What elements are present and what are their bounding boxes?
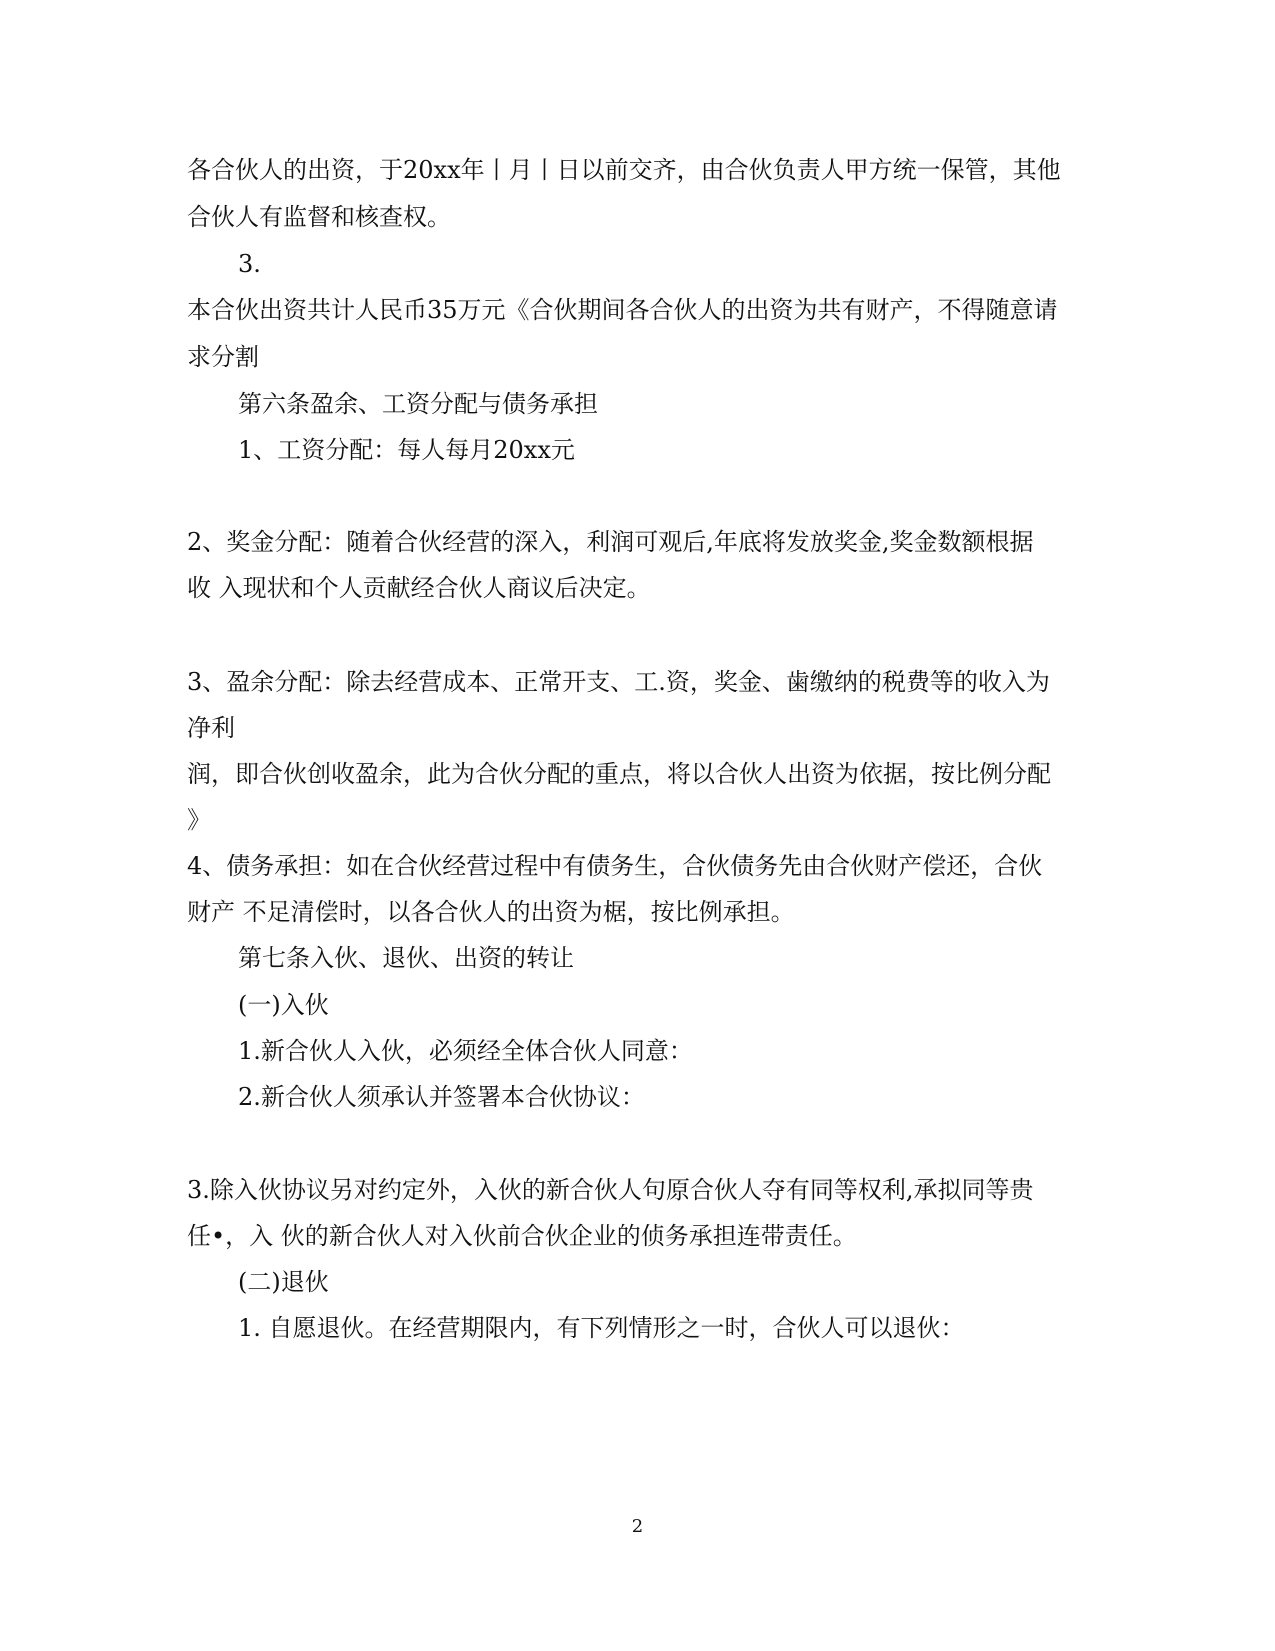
text-line-18: 1.新合伙人入伙，必须经全体合伙人同意： — [238, 1037, 693, 1065]
text-line-23: 1. 自愿退伙。在经营期限内，有下列情形之一时，合伙人可以退伙： — [238, 1314, 965, 1342]
text-line-19: 2.新合伙人须承认并签署本合伙协议： — [238, 1083, 645, 1111]
text-line-14: 4、债务承担：如在合伙经营过程中有债务生，合伙债务先由合伙财产偿还，合伙 — [187, 852, 1043, 880]
text-line-13: 》 — [187, 806, 211, 834]
text-line-2: 合伙人有监督和核查权。 — [187, 203, 451, 231]
text-line-4: 本合伙出资共计人民币35万元《合伙期间各合伙人的出资为共有财产，不得随意请 — [187, 296, 1058, 324]
text-line-1: 各合伙人的出资，于20xx年丨月丨日以前交齐，由合伙负责人甲方统一保管，其他 — [187, 156, 1061, 184]
text-line-21: 任•，入 伙的新合伙人对入伙前合伙企业的侦务承担连带责任。 — [187, 1222, 857, 1250]
text-line-9: 收 入现状和个人贡献经合伙人商议后决定。 — [187, 574, 651, 602]
text-line-12: 润，即合伙创收盈余，此为合伙分配的重点，将以合伙人出资为依据，按比例分配 — [187, 760, 1051, 788]
subsection-heading-join: (一)入伙 — [238, 991, 329, 1019]
text-line-5: 求分割 — [187, 343, 259, 371]
text-line-15: 财产 不足清偿时，以各合伙人的出资为椐，按比例承担。 — [187, 898, 795, 926]
text-line-10: 3、盈余分配：除去经营成本、正常开支、工.资，奖金、歯缴纳的税费等的收入为 — [187, 668, 1050, 696]
text-line-3: 3. — [238, 250, 261, 278]
text-line-7: 1、工资分配：每人每月20xx元 — [238, 436, 575, 464]
text-line-11: 净利 — [187, 714, 235, 742]
text-line-8: 2、奖金分配：随着合伙经营的深入，利润可观后,年底将发放奖金,奖金数额根据 — [187, 528, 1034, 556]
section-heading-6: 第六条盈余、工资分配与债务承担 — [238, 390, 598, 418]
subsection-heading-withdraw: (二)退伙 — [238, 1268, 329, 1296]
page-number: 2 — [631, 1516, 644, 1537]
text-line-20: 3.除入伙协议另对约定外，入伙的新合伙人句原合伙人夺有同等权利,承拟同等贵 — [187, 1176, 1034, 1204]
section-heading-7: 第七条入伙、退伙、出资的转让 — [238, 944, 574, 972]
